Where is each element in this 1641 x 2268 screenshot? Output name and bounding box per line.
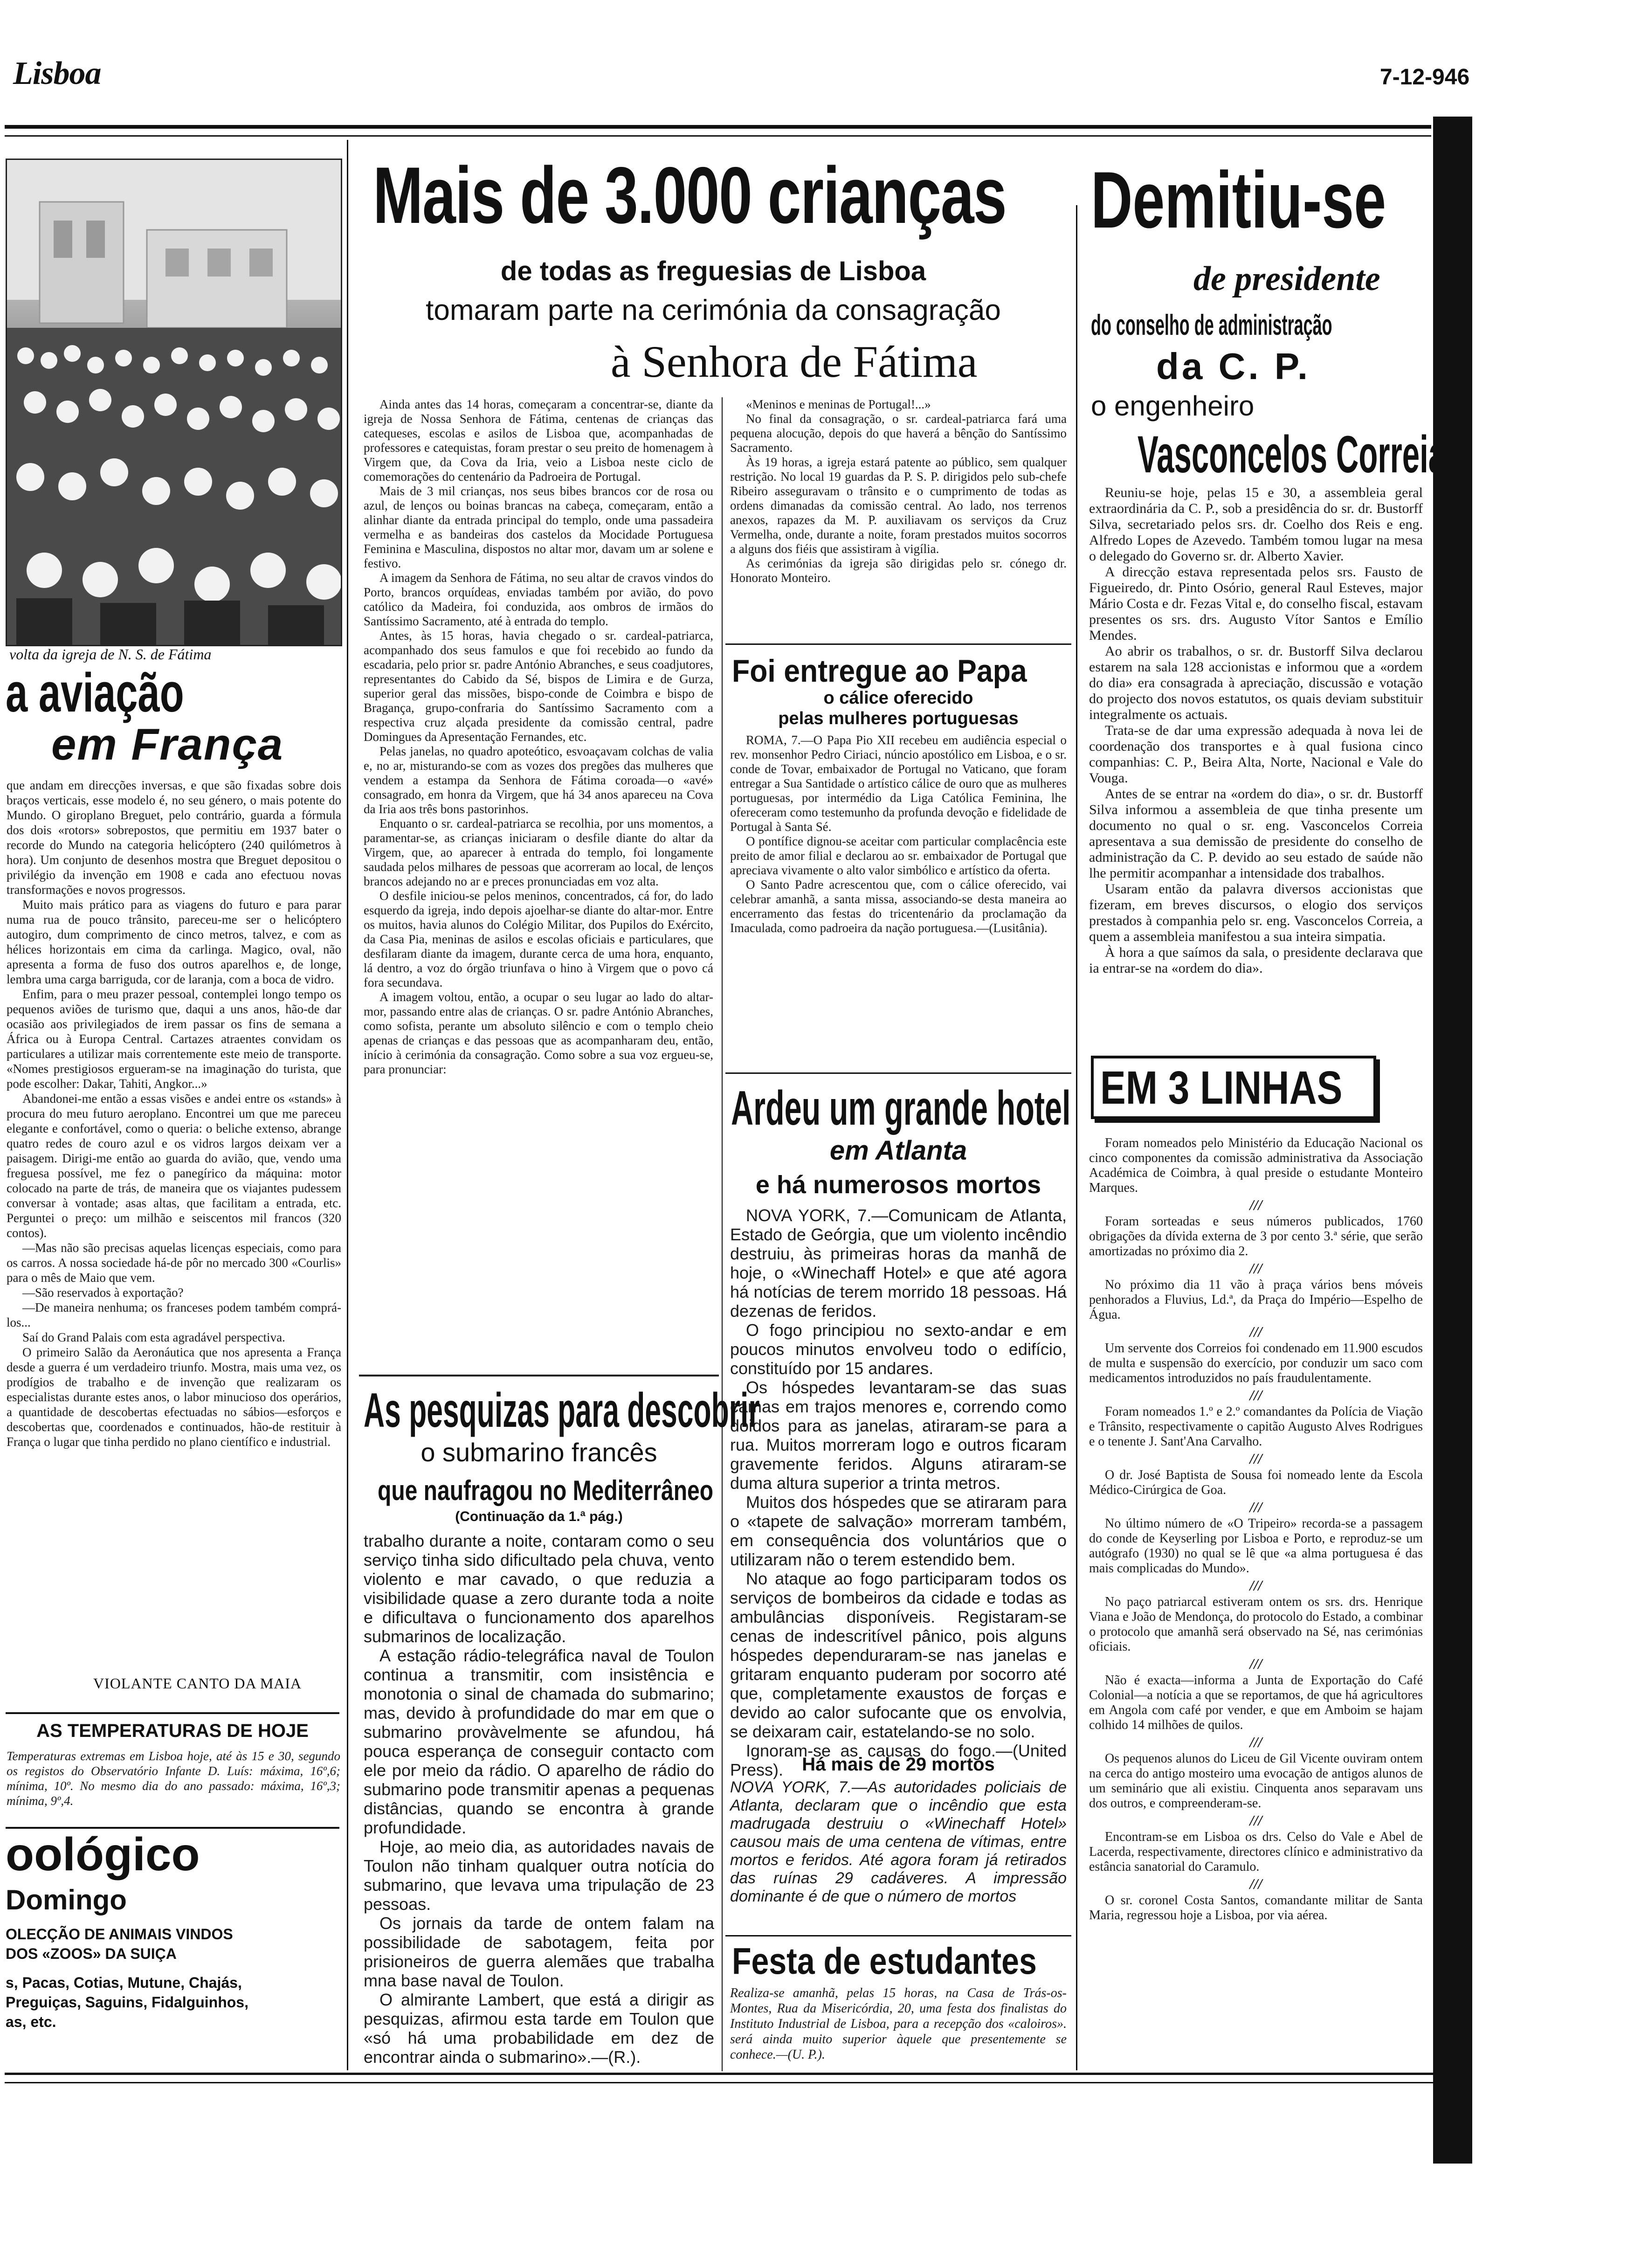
aviacao-title-2: em França [51, 719, 284, 769]
linhas-sep: /// [1249, 1499, 1262, 1515]
demitiu-sub2: do conselho de administração [1091, 309, 1332, 341]
hotel-sub2: e há numerosos mortos [755, 1171, 1041, 1199]
temperaturas-title: AS TEMPERATURAS DE HOJE [36, 1721, 309, 1741]
linhas-item-6: O dr. José Baptista de Sousa foi nomeado lente da Escola Médico-Cirúrgica de Goa. [1089, 1468, 1423, 1497]
hotel-p3: Os hóspedes levantaram-se das suas camas em trajos menores e, correndo como doidos para as janelas, atiraram-se para a rua. Muitos morreram logo e outros ficaram gravemente feridos. Alguns atiraram-se duma altura superior a trinta metros. [730, 1378, 1067, 1493]
hotel-p2: O fogo principiou no sexto-andar e em poucos minutos envolveu todo o edifício, constituído por 15 andares. [730, 1321, 1067, 1378]
pesquizas-p2: A estação rádio-telegráfica naval de Toulon continua a transmitir, com insistência e monotonia o sinal de chamada do submarino; mas, devido à profundidade do mar em que o submarino provàvelmente se afundou, há pouca esperança de conseguir contacto com ele por meio da rádio. O aparelho de rádio do submarino pode transmitir apenas a pequenas distâncias, quando se encontra à grande profundidade. [364, 1646, 714, 1837]
pesquizas-p3: Hoje, ao meio dia, as autoridades navais de Toulon não tinham qualquer outra notícia do submarino, que levava uma tripulação de 23 pessoas. [364, 1837, 714, 1914]
masthead-paper: Lisboa [13, 55, 101, 91]
photo-scene [7, 160, 341, 645]
linhas-sep: /// [1249, 1875, 1262, 1892]
hotel-p5: No ataque ao fogo participaram todos os serviços de bombeiros da cidade e todas as ambulâncias disponíveis. Registaram-se cenas de indescritível pânico, pois alguns hóspedes dependuraram-se nas janelas e gritaram enquanto puderam por socorro até que, completamente exaustos de forças e devido ao calor sufocante que os envolvia, se deixaram cair, estatelando-se no solo. [730, 1569, 1067, 1741]
papa-body [730, 733, 1067, 935]
papa-headline: Foi entregue ao Papa [732, 653, 1027, 689]
demitiu-p6: Usaram então da palavra diversos accionistas que fizeram, em breves discursos, o elogio dos serviços prestados à companhia pelo sr. eng. Vasconcelos Correia, a quem a assembleia manifestou a sua inteira simpatia. [1089, 881, 1423, 944]
linhas-sep: /// [1249, 1196, 1262, 1213]
criancas-sub3: à Senhora de Fátima [611, 337, 978, 387]
hotel-sub1: em Atlanta [829, 1135, 967, 1166]
aviacao-title-1: a aviação [6, 662, 184, 724]
aviacao-author: VIOLANTE CANTO DA MAIA [93, 1675, 302, 1692]
linhas-item-10: Os pequenos alunos do Liceu de Gil Vicente ouviram ontem na cerca do antigo mosteiro uma evocação de antigos alunos de um seminário que ali existiu. Cinquenta anos separavam uns dos outros, e compreenderam-se. [1089, 1751, 1423, 1811]
hotel-rule-top [725, 1072, 1071, 1074]
linhas-item-4: Um servente dos Correios foi condenado em 11.900 escudos de multa e suspensão do exercício, por conduzir um saco com medicamentos introduzidos no país fraudulentamente. [1089, 1341, 1423, 1385]
aviacao-p5: —Mas não são precisas aquelas licenças especiais, como para os carros. A nossa sociedade há-de pôr no mercado 300 «Courlis» para o mês de Maio que vem. [7, 1241, 341, 1285]
hotel-body2: NOVA YORK, 7.—As autoridades policiais de Atlanta, declaram que o incêndio que esta madrugada destruiu o «Winechaff Hotel» causou mais de uma centena de vítimas, entre mortos e feridos. Até agora foram já retirados das ruínas 29 cadáveres. A impressão dominante é de que o número de mortos [730, 1778, 1067, 1905]
papa-p2: O pontífice dignou-se aceitar com particular complacência este preito de amor filial e declarou ao sr. embaixador de Portugal que apreciava vivamente o alto valor simbólico e artístico da oferta. [730, 834, 1067, 877]
demitiu-sub1: de presidente [1193, 260, 1380, 298]
demitiu-headline: Demitiu-se [1091, 155, 1386, 245]
top-rule [5, 125, 1431, 129]
bottom-rule-thin [5, 2082, 1433, 2083]
criancas-c1-p5: Pelas janelas, no quadro apoteótico, esvoaçavam colchas de valia e, no ar, misturando-se com as vozes dos pregões das mulheres que vendem a estampa da Senhora de Fátima coroada—o «avé» consagrado, em honra da Virgem, que há 34 anos apareceu na Cova da Iria aos três bons pastorinhos. [364, 744, 713, 816]
hotel-p6: Ignoram-se as causas do fogo.—(United Press). [730, 1741, 1067, 1779]
criancas-c1-p6: Enquanto o sr. cardeal-patriarca se recolhia, por uns momentos, a paramentar-se, as crianças iniciaram o desfile diante do altar da Virgem, que, ao aparecer à entrada do templo, foi longamente saudada pelos milhares de pessoas que acorreram ao local, de lenços brancos adejando no ar e preces pronunciadas em voz alta. [364, 816, 713, 888]
festa-headline: Festa de estudantes [732, 1940, 1037, 1982]
linhas-item-2: Foram sorteadas e seus números publicados, 1760 obrigações da dívida externa de 3 por cento 3.ª série, que serão amortizadas no próximo dia 2. [1089, 1214, 1423, 1258]
pesquizas-cont: (Continuação da 1.ª pág.) [455, 1509, 623, 1524]
pesquizas-p1: trabalho durante a noite, contaram como o seu serviço tinha sido dificultado pela chuva, vento violento e mar cavado, o que reduzia a visibilidade quase a zero durante toda a noite e dificultava o funcionamento dos aparelhos submarinos de localização. [364, 1531, 714, 1646]
zoologico-title: oológico [6, 1828, 200, 1881]
masthead-date: 7-12-946 [1380, 65, 1470, 90]
pesquizas-body [364, 1531, 714, 2067]
pesquizas-p5: O almirante Lambert, que está a dirigir as pesquizas, afirmou esta tarde em Toulon que «só há uma probabilidade em dez de encontrar ainda o submarino».—(R.). [364, 1990, 714, 2067]
criancas-col1 [364, 397, 713, 1077]
criancas-c1-p3: A imagem da Senhora de Fátima, no seu altar de cravos vindos do Porto, brancos orquídeas, enviadas também por avião, do povo católico da Madeira, foi conduzida, aos ombros de irmãos do Santíssimo Sacramento, até à entrada do templo. [364, 571, 713, 628]
zoologico-l4: Preguiças, Saguins, Fidalguinhos, [6, 1994, 248, 2011]
criancas-c1-p2: Mais de 3 mil crianças, nos seus bibes brancos cor de rosa ou azul, de lenços ou boinas brancas na cabeça, começaram, então a alinhar diante da entrada principal do templo, onde uma passadeira vermelha e as bandeiras dos castelos da Mocidade Portuguesa Feminina e Masculina, dispostos no altar mor, davam um ar solene e festivo. [364, 484, 713, 570]
linhas-item-7: No último número de «O Tripeiro» recorda-se a passagem do conde de Keyserling por Lisboa e Porto, e reproduz-se um autógrafo (1930) no qual se lê que «a alma portuguesa é das mais complicadas do Mundo». [1089, 1516, 1423, 1576]
demitiu-sub4: o engenheiro [1091, 390, 1255, 422]
temperaturas-rule-top [6, 1712, 339, 1714]
hotel-p4: Muitos dos hóspedes que se atiraram para o «tapete de salvação» morreram também, em consequência dos voluntários que o utilizaram não o terem estendido bem. [730, 1493, 1067, 1569]
linhas-list [1089, 1136, 1423, 1923]
criancas-c2-p1: «Meninos e meninas de Portugal!...» [746, 397, 931, 411]
aviacao-p3: Enfim, para o meu prazer pessoal, contemplei longo tempo os pequenos aviões de turismo que, daqui a uns anos, hão-de dar ocasião aos privilegiados de irem passar os fins de semana a África ou à Europa Central. Cartazes atraentes convidam os particulares a utilizar mais correntemente este meio de transporte. «Nomes prestigiosos ergueram-se na imaginação do turista, que pode escolher: Dakar, Tahiti, Angkor...» [7, 987, 341, 1091]
pesquizas-p4: Os jornais da tarde de ontem falam na possibilidade de sabotagem, feita por prisioneiros de guerra alemães que trabalha mna base naval de Toulon. [364, 1914, 714, 1990]
festa-body: Realiza-se amanhã, pelas 15 horas, na Casa de Trás-os-Montes, Rua da Misericórdia, 20, uma festa dos finalistas do Instituto Industrial de Lisboa, para a recepção dos «caloiros». será ainda muito superior àquele que presentemente se conhece.—(U. P.). [730, 1986, 1067, 2062]
papa-p3: O Santo Padre acrescentou que, com o cálice oferecido, vai celebrar amanhã, a santa missa, associando-se desta maneira ao encerramento das festas do tricentenário da proclamação da Imaculada, como padroeira da nação portuguesa.—(Lusitânia). [730, 878, 1067, 935]
demitiu-p3: Ao abrir os trabalhos, o sr. dr. Bustorff Silva declarou estarem na sala 128 accionistas e informou que a «ordem do dia» era consagrada à apreciação, discussão e votação do projecto dos novos estatutos, os quais deviam substituir integralmente os actuais. [1089, 643, 1423, 722]
linhas-item-1: Foram nomeados pelo Ministério da Educação Nacional os cinco componentes da comissão administrativa da Associação Académica de Coimbra, à qual preside o estudante Monteiro Marques. [1089, 1136, 1423, 1195]
linhas-sep: /// [1249, 1734, 1262, 1750]
linhas-item-12: O sr. coronel Costa Santos, comandante militar de Santa Maria, regressou hoje a Lisboa, por via aérea. [1089, 1893, 1423, 1922]
pesquizas-rule-top [359, 1375, 719, 1376]
papa-rule-top [725, 643, 1071, 645]
linhas-sep: /// [1249, 1387, 1262, 1404]
criancas-c2-p4: As cerimónias da igreja são dirigidas pelo sr. cónego dr. Honorato Monteiro. [730, 556, 1067, 585]
demitiu-p1: Reuniu-se hoje, pelas 15 e 30, a assembleia geral extraordinária da C. P., sob a presidência do sr. dr. Bustorff Silva, secretariado pelos srs. dr. Coelho dos Reis e eng. Alfredo Lopes de Azevedo. Também tomou lugar na mesa o delegado do Governo sr. dr. Alberto Xavier. [1089, 485, 1423, 564]
pesquizas-sub1: o submarino francês [421, 1438, 657, 1467]
pesquizas-sub2: que naufragou no Mediterrâneo [378, 1475, 714, 1506]
aviacao-p6: —São reservados à exportação? [22, 1286, 184, 1300]
column-rule-3 [1076, 205, 1077, 2070]
demitiu-body [1089, 485, 1423, 976]
criancas-c1-p1: Ainda antes das 14 horas, começaram a concentrar-se, diante da igreja de Nossa Senhora de Fátima, centenas de crianças das catequeses, escolas e asilos de Lisboa que, acompanhadas de professores e catequistas, foram prestar o seu preito de homenagem à Virgem que, da Cova da Iria, veio a Lisboa neste ciclo de comemorações do centenário da Padroeira de Portugal. [364, 397, 713, 484]
criancas-mid-rule [722, 397, 723, 2071]
aviacao-body [7, 778, 341, 1449]
papa-p1: ROMA, 7.—O Papa Pio XII recebeu em audiência especial o rev. monsenhor Pedro Ciriaci, núncio apostólico em Lisboa, e o sr. conde de Tovar, embaixador de Portugal no Vaticano, que foram entregar a Sua Santidade o artístico cálice de ouro que as mulheres portuguesas, por intermédio da Liga Católica Feminina, lhe ofereceram como testemunho da profunda devoção e fidelidade de Portugal à Santa Sé. [730, 733, 1067, 834]
bottom-rule [5, 2073, 1433, 2075]
hotel-p1: NOVA YORK, 7.—Comunicam de Atlanta, Estado de Geórgia, que um violento incêndio destruiu, às primeiras horas da manhã de hoje, o «Winechaff Hotel» e que até agora há notícias de terem morrido 18 pessoas. Há dezenas de feridos. [730, 1206, 1067, 1321]
linhas-sep: /// [1249, 1812, 1262, 1829]
right-border-bar [1433, 117, 1472, 2164]
criancas-c1-p4: Antes, às 15 horas, havia chegado o sr. cardeal-patriarca, acompanhado dos seus famulos e que foi recebido ao fundo da escadaria, pelo prior sr. padre António Abranches, e seus coadjutores, representantes do Cabido da Sé, bispos de Limira e de Gurza, superior geral das missões, bispo-conde de Coimbra e bispo de Bragança, grupo-confraria do Santíssimo Sacramento com a respectiva cruz alçada presidente da comissão central, padre Domingues da Apresentação Fernandes, etc. [364, 629, 713, 744]
demitiu-sub5: Vasconcelos Correia [1138, 425, 1446, 484]
linhas-sep: /// [1249, 1577, 1262, 1594]
demitiu-p2: A direcção estava representada pelos srs. Fausto de Figueiredo, dr. Pinto Osório, general Raul Esteves, major Mário Costa e dr. Fezas Vital e, do conselho fiscal, estavam presentes os srs. drs. Augusto Vítor Santos e Emílio Mendes. [1089, 564, 1423, 643]
criancas-c1-p8: A imagem voltou, então, a ocupar o seu lugar ao lado do altar-mor, passando entre alas de crianças. O sr. padre António Abranches, como sofista, perante um absoluto silêncio e com o templo cheio apenas de crianças e das pessoas que as acompanharam deu, então, início à cerimónia da consagração. Como sobre a sua voz ergueu-se, para pronunciar: [364, 990, 713, 1076]
zoologico-l2: DOS «ZOOS» DA SUIÇA [6, 1945, 177, 1962]
zoologico-l3: s, Pacas, Cotias, Mutune, Chajás, [6, 1974, 242, 1991]
hotel-body [730, 1206, 1067, 1779]
demitiu-sub3: da C. P. [1156, 346, 1311, 387]
criancas-col2 [730, 397, 1067, 585]
zoologico-sub: Domingo [6, 1884, 127, 1915]
aviacao-p8: Saí do Grand Palais com esta agradável perspectiva. [22, 1330, 285, 1344]
photo-caption: volta da igreja de N. S. de Fátima [9, 646, 212, 663]
linhas-item-5: Foram nomeados 1.º e 2.º comandantes da Polícia de Viação e Trânsito, respectivamente o capitão Augusto Alves Rodrigues e o tenente J. Sant'Ana Carvalho. [1089, 1404, 1423, 1449]
criancas-c1-p7: O desfile iniciou-se pelos meninos, concentrados, cá for, do lado esquerdo da igreja, indo depois ajoelhar-se diante do altar-mor. Entre os muitos, havia alunos do Colégio Militar, dos Pupilos do Exército, da Casa Pia, meninas de asilos e escolas oficiais e particulares, que desfilaram diante da imagem, durante cerca de uma hora, enquanto, lá dentro, a voz do órgão triunfava o hino à Virgem que o povo cá fora secundava. [364, 889, 713, 989]
festa-rule-top [725, 1935, 1071, 1936]
linhas-item-8: No paço patriarcal estiveram ontem os srs. drs. Henrique Viana e João de Mendonça, do protocolo do Estado, a combinar o protocolo que amanhã será observado na Sé, nas cerimónias oficiais. [1089, 1595, 1423, 1654]
top-rule-thin [5, 135, 1431, 137]
aviacao-p9: O primeiro Salão da Aeronáutica que nos apresenta a França desde a guerra é um verdadeiro triunfo. Mostra, mais uma vez, os prodígios de trabalho e de invenção que realizaram os especialistas durante estes anos, o labor minucioso dos operários, a quantidade de descobertas efectuadas no sábios—esforços e descobertas que, coordenados e continuados, hão-de restituir à França o lugar que tinha perdido no plano científico e industrial. [7, 1345, 341, 1449]
criancas-c2-p3: Às 19 horas, a igreja estará patente ao público, sem qualquer restrição. No local 19 guardas da P. S. P. dirigidos pelo sub-chefe Ribeiro asseguravam o trânsito e o cumprimento de todas as ordens dimanadas da comissão central. Ao lado, nos terrenos anexos, rapazes da M. P. auxiliavam os serviços da Cruz Vermelha, onde, durante a noite, foram prestados muitos socorros a alguns dos fiéis que assistiram à vigília. [730, 455, 1067, 556]
demitiu-p7: À hora a que saímos da sala, o presidente declarava que ia entrar-se na «ordem do dia». [1089, 945, 1423, 976]
criancas-sub1: de todas as freguesias de Lisboa [500, 256, 926, 286]
aviacao-p4: Abandonei-me então a essas visões e andei entre os «stands» à procura do meu futuro aeroplano. Encontrei um que me pareceu elegante e confortável, como o queria: o beliche extenso, abrange quatro redes de couro azul e os vidros largos deixam ver a paisagem. Dirigi-me então ao guarda do avião, que, vendo uma freguesa possível, me fez o panegírico da máquina: motor colocado na parte de trás, de maneira que os viajantes pudessem conversar à vontade; asas altas, que facilitam a entrada, etc. Perguntei o preço: um milhão e seiscentos mil francos (320 contos). [7, 1092, 341, 1240]
linhas-item-11: Encontram-se em Lisboa os drs. Celso do Vale e Abel de Lacerda, respectivamente, directores clínico e administrativo da estância sanatorial do Caramulo. [1089, 1830, 1423, 1874]
linhas-sep: /// [1249, 1655, 1262, 1672]
pesquizas-headline: As pesquizas para descobrir [364, 1383, 760, 1438]
linhas-sep: /// [1249, 1260, 1262, 1277]
linhas-title: EM 3 LINHAS [1100, 1062, 1343, 1114]
demitiu-p4: Trata-se de dar uma expressão adequada à nova lei de coordenação dos transportes e à qual fusiona cinco companhias: C. P., Beira Alta, Norte, Nacional e Vale do Vouga. [1089, 723, 1423, 786]
linhas-item-3: No próximo dia 11 vão à praça vários bens móveis penhorados a Fluvius, Ld.ª, da Praça do Império—Espelho de Água. [1089, 1278, 1423, 1322]
linhas-item-9: Não é exacta—informa a Junta de Exportação do Café Colonial—a notícia a que se reportamos, de que há agricultores em Angola com café por vender, e que em Amboim se hajam colhido 14 milhões de quilos. [1089, 1673, 1423, 1732]
demitiu-p5: Antes de se entrar na «ordem do dia», o sr. dr. Bustorff Silva informou a assembleia de que tinha presente um documento no qual o sr. eng. Vasconcelos Correia apresentava a sua demissão de presidente do conselho de administração da C. P. devido ao seu estado de saúde não lhe permitir acompanhar a intensidade dos trabalhos. [1089, 786, 1423, 881]
church-photo [6, 159, 342, 646]
papa-sub1: o cálice oferecido [823, 688, 973, 708]
criancas-c2-p2: No final da consagração, o sr. cardeal-patriarca fará uma pequena alocução, depois do que haverá a bênção do Santíssimo Sacramento. [730, 412, 1067, 455]
column-rule-1 [347, 140, 348, 2070]
aviacao-p7: —De maneira nenhuma; os franceses podem também comprá-los... [7, 1300, 341, 1329]
criancas-sub2: tomaram parte na cerimónia da consagração [426, 294, 1001, 326]
hotel-headline: Ardeu um grande hotel [731, 1081, 1071, 1135]
criancas-headline: Mais de 3.000 crianças [373, 151, 1007, 240]
linhas-sep: /// [1249, 1323, 1262, 1340]
aviacao-p1: que andam em direcções inversas, e que são fixadas sobre dois braços verticais, esse modelo é, no seu género, o mais potente do Mundo. O giroplano Breguet, pelo contrário, guarda a fórmula dos dois «rotors» sobrepostos, que permitiu em 1937 bater o recorde do Mundo na categoria helicóptero (240 quilómetros à hora). Um conjunto de desenhos mostra que Breguet depositou o privilégio da invenção em 1908 e cada ano efectuou novas transformações e novos progressos. [7, 778, 341, 897]
linhas-sep: /// [1249, 1450, 1262, 1467]
aviacao-p2: Muito mais prático para as viagens do futuro e para parar numa rua de pouco trânsito, pareceu-me ser o helicóptero autogiro, dum comprimento de cinco metros, talvez, e com as hélices horizontais em cima da carlinga. Magico, oval, não apresenta a forma de fuso dos outros aparelhos e, de longe, lembra uma carga barriguda, cor de laranja, com a boca de vidro. [7, 898, 341, 986]
zoologico-l1: OLECÇÃO DE ANIMAIS VINDOS [6, 1926, 233, 1943]
papa-sub2: pelas mulheres portuguesas [778, 709, 1019, 728]
zoologico-l5: as, etc. [6, 2013, 56, 2030]
hotel-sub3: Há mais de 29 mortos [802, 1754, 995, 1775]
temperaturas-body: Temperaturas extremas em Lisboa hoje, até às 15 e 30, segundo os registos do Observatório Infante D. Luís: máxima, 16º,6; mínima, 10º. No mesmo dia do ano passado: máxima, 16º,3; mínima, 9º,4. [7, 1749, 340, 1808]
